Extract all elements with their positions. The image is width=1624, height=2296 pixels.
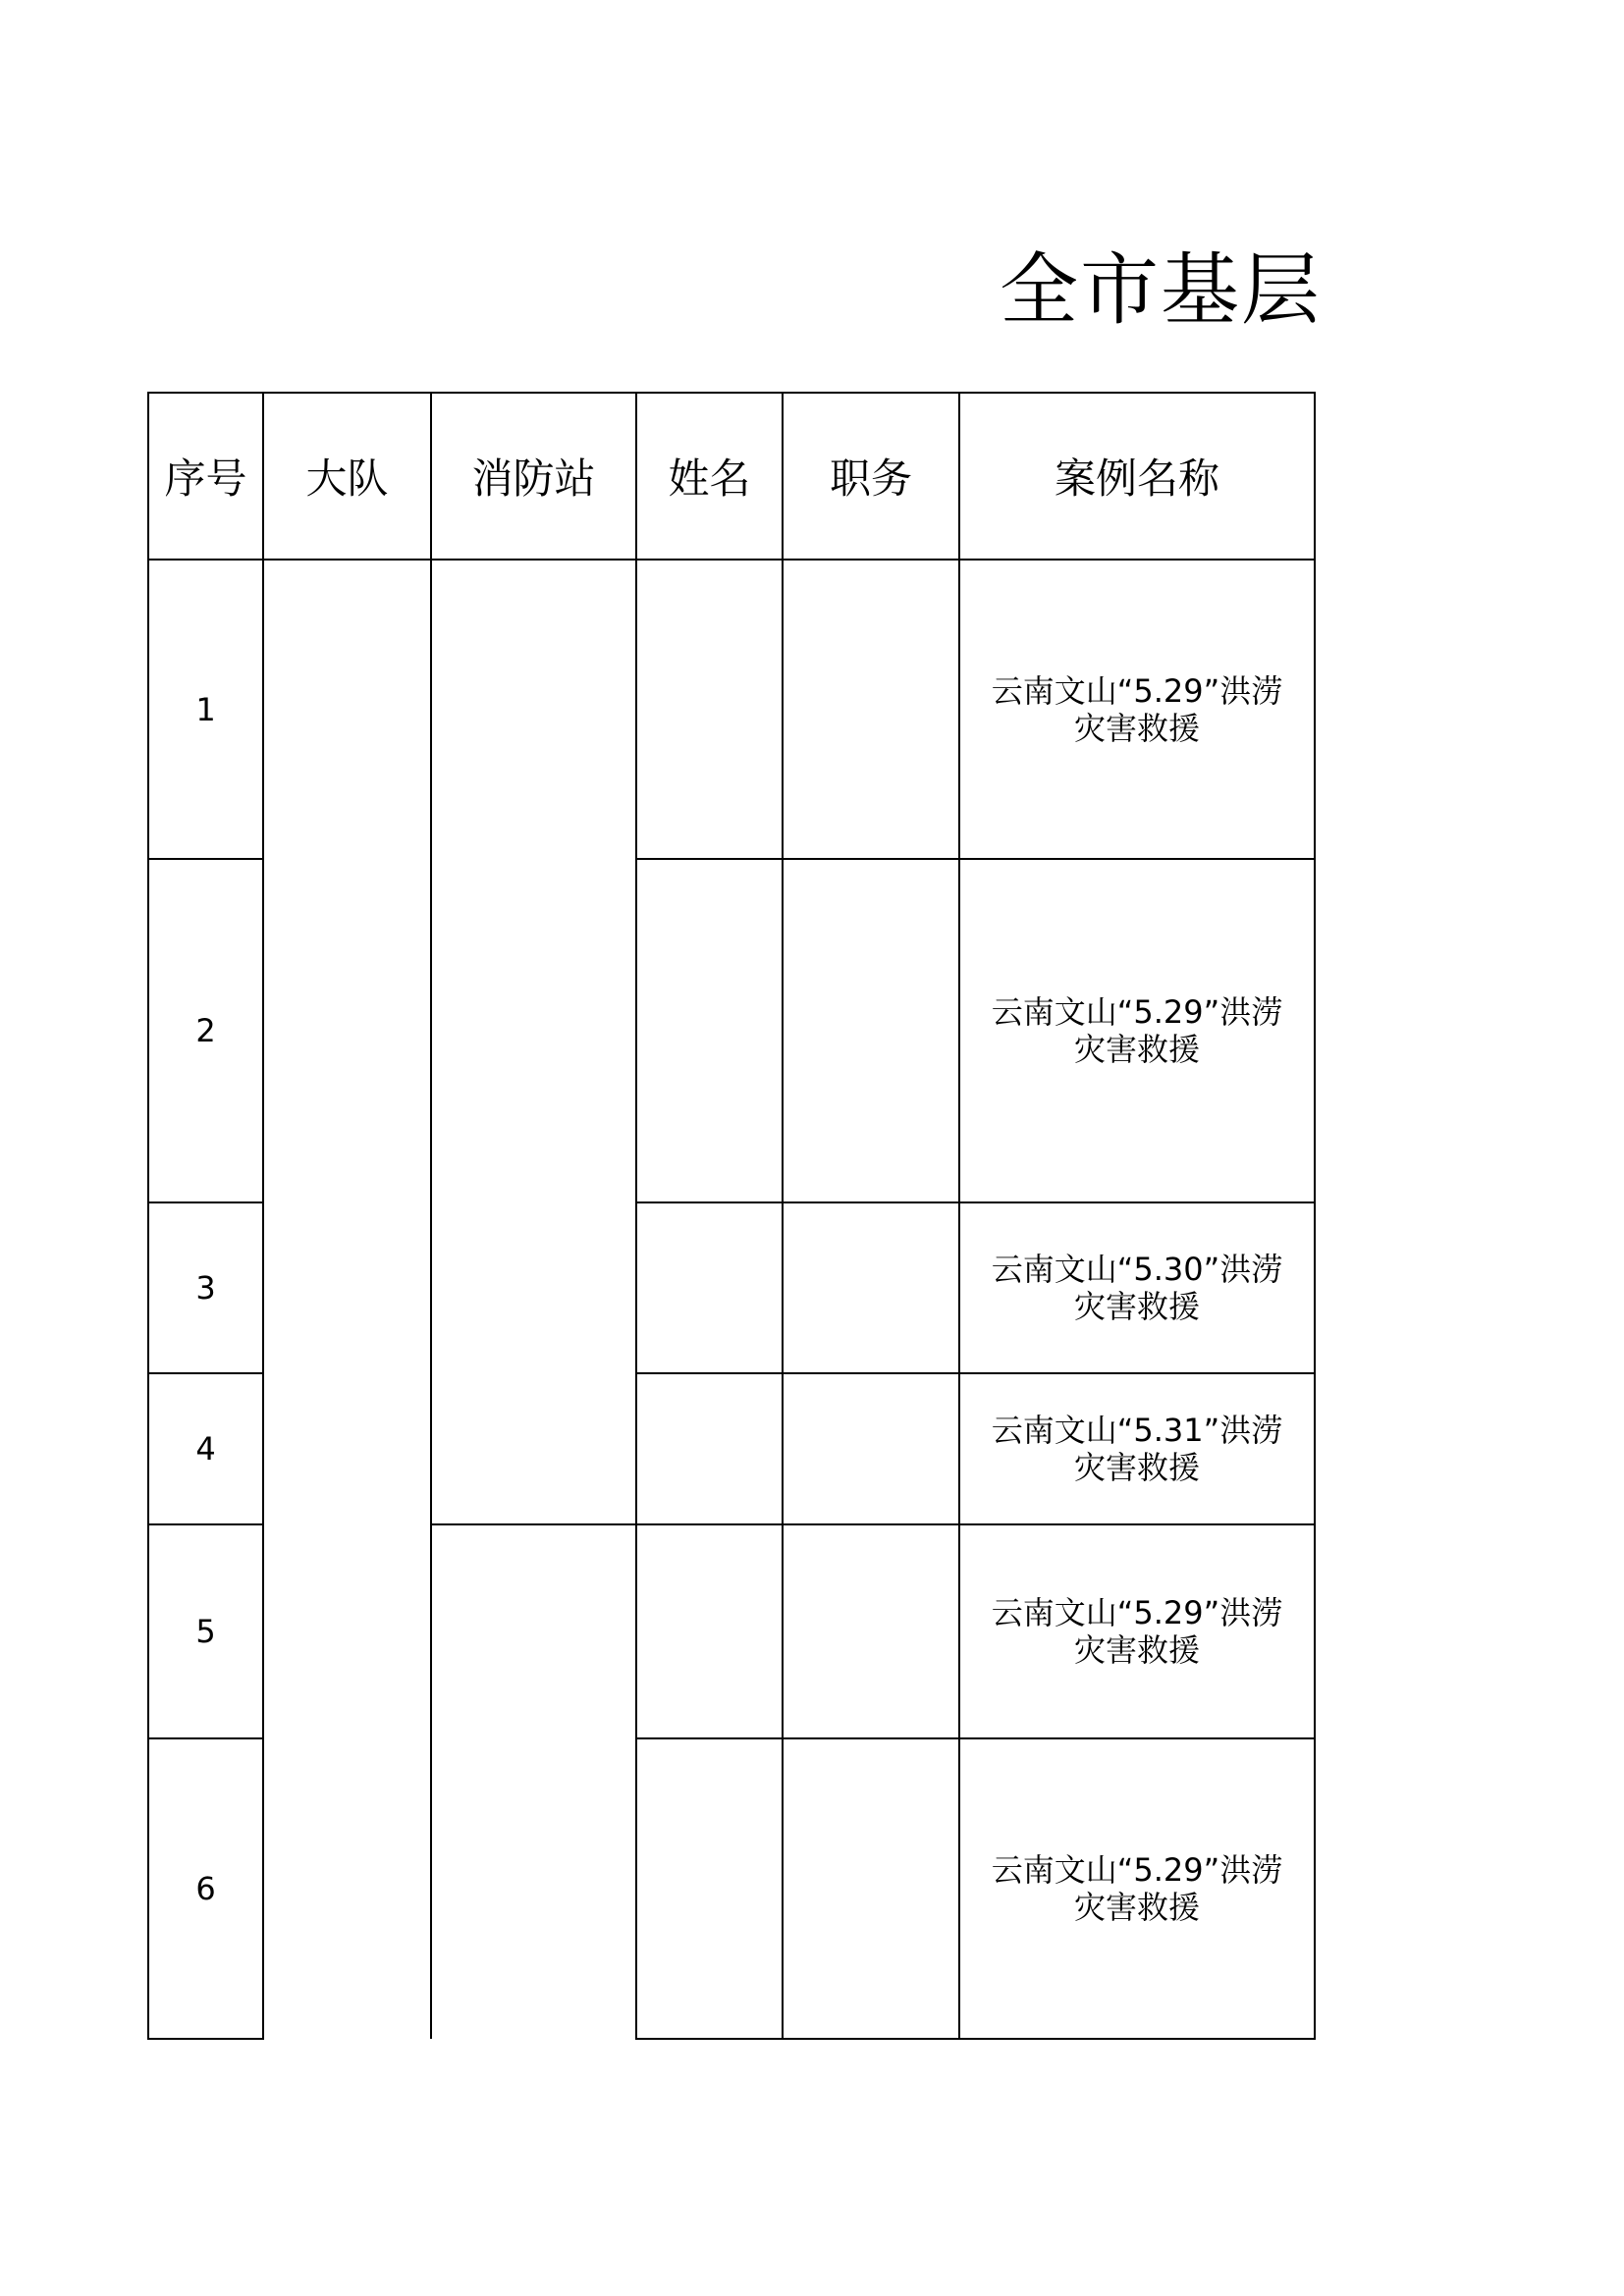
position-cell <box>783 560 959 859</box>
seq-cell: 1 <box>148 560 263 859</box>
fire-station-cell <box>431 560 636 1524</box>
seq-cell: 3 <box>148 1202 263 1373</box>
header-seq: 序号 <box>148 393 263 560</box>
name-cell <box>636 1738 783 2039</box>
seq-cell: 6 <box>148 1738 263 2039</box>
name-cell <box>636 1202 783 1373</box>
position-cell <box>783 1738 959 2039</box>
name-cell <box>636 560 783 859</box>
position-cell <box>783 1373 959 1524</box>
fire-station-cell <box>431 1524 636 2039</box>
header-brigade: 大队 <box>263 393 431 560</box>
name-cell <box>636 859 783 1202</box>
seq-cell: 5 <box>148 1524 263 1738</box>
header-name: 姓名 <box>636 393 783 560</box>
position-cell <box>783 1524 959 1738</box>
case-name-line1: 云南文山“5.30”洪涝 <box>991 1251 1283 1288</box>
seq-cell: 2 <box>148 859 263 1202</box>
seq-cell: 4 <box>148 1373 263 1524</box>
case-name-line2: 灾害救援 <box>1073 1449 1200 1486</box>
case-name-cell <box>959 1524 1315 1738</box>
case-name-line2: 灾害救援 <box>1073 709 1200 747</box>
table-row <box>148 560 1315 859</box>
header-case-name: 案例名称 <box>959 393 1315 560</box>
case-name-line1: 云南文山“5.29”洪涝 <box>991 993 1283 1031</box>
case-name-line1: 云南文山“5.31”洪涝 <box>991 1412 1283 1449</box>
case-name-line1: 云南文山“5.29”洪涝 <box>991 1594 1283 1631</box>
brigade-cell <box>263 560 431 2039</box>
case-name-line2: 灾害救援 <box>1073 1631 1200 1669</box>
case-name-cell <box>959 1202 1315 1373</box>
case-name-line2: 灾害救援 <box>1073 1889 1200 1926</box>
name-cell <box>636 1373 783 1524</box>
case-name-line2: 灾害救援 <box>1073 1031 1200 1068</box>
case-name-cell <box>959 1373 1315 1524</box>
header-position: 职务 <box>783 393 959 560</box>
position-cell <box>783 859 959 1202</box>
header-fire-station: 消防站 <box>431 393 636 560</box>
header-row <box>148 393 1315 560</box>
position-cell <box>783 1202 959 1373</box>
case-name-line1: 云南文山“5.29”洪涝 <box>991 1851 1283 1889</box>
case-name-line1: 云南文山“5.29”洪涝 <box>991 671 1283 710</box>
name-cell <box>636 1524 783 1738</box>
case-name-line2: 灾害救援 <box>1073 1288 1200 1325</box>
roster-table <box>147 392 1316 2040</box>
page-title: 全市基层 <box>1000 244 1322 336</box>
case-name-cell <box>959 1738 1315 2039</box>
case-name-cell <box>959 859 1315 1202</box>
case-name-cell <box>959 560 1315 859</box>
